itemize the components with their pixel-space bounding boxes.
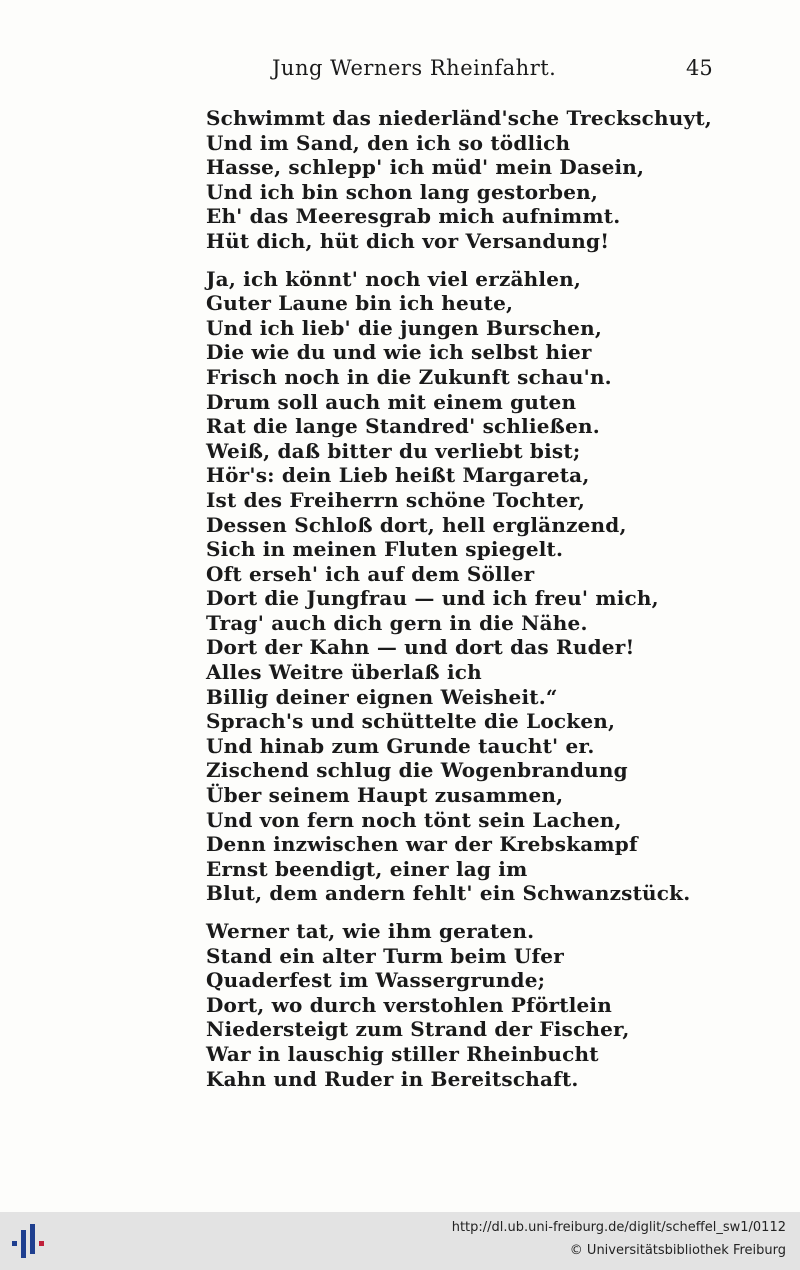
verse-line: Ernst beendigt, einer lag im	[206, 856, 528, 881]
verse-line: Dort der Kahn — und dort das Ruder!	[206, 635, 635, 660]
verse-line: Und von fern noch tönt sein Lachen,	[206, 807, 622, 832]
verse-line: Billig deiner eignen Weisheit.“	[206, 684, 558, 709]
running-title: Jung Werners Rheinfahrt.	[272, 56, 557, 80]
verse-line: Quaderfest im Wassergrunde;	[206, 968, 546, 993]
verse-line: Frisch noch in die Zukunft schau'n.	[206, 364, 612, 389]
verse-line: Drum soll auch mit einem guten	[206, 389, 577, 414]
verse-line: Dessen Schloß dort, hell erglänzend,	[206, 512, 627, 537]
verse-line: Trag' auch dich gern in die Nähe.	[206, 610, 588, 635]
verse-line: Oft erseh' ich auf dem Söller	[206, 561, 535, 586]
verse-line: Alles Weitre überlaß ich	[206, 660, 482, 685]
verse-line: Hüt dich, hüt dich vor Versandung!	[206, 228, 610, 253]
verse-line: Stand ein alter Turm beim Ufer	[206, 943, 564, 968]
verse-line: Schwimmt das niederländ'sche Treckschuyt,	[206, 106, 712, 130]
poem-text	[206, 106, 712, 1091]
verse-line: Hasse, schlepp' ich müd' mein Dasein,	[206, 155, 645, 180]
verse-line: War in lauschig stiller Rheinbucht	[206, 1041, 599, 1066]
source-url-link[interactable]: http://dl.ub.uni-freiburg.de/diglit/scheffel_sw1/0112	[451, 1220, 786, 1235]
verse-line: Niedersteigt zum Strand der Fischer,	[206, 1017, 630, 1042]
verse-line: Rat die lange Standred' schließen.	[206, 414, 600, 439]
verse-line: Und hinab zum Grunde taucht' er.	[206, 733, 595, 758]
verse-line: Kahn und Ruder in Bereitschaft.	[206, 1066, 579, 1091]
stanza-2	[206, 266, 691, 906]
verse-line: Und im Sand, den ich so tödlich	[206, 130, 571, 155]
page-number: 45	[686, 56, 713, 80]
verse-line: Die wie du und wie ich selbst hier	[206, 340, 592, 365]
verse-line: Dort, wo durch verstohlen Pförtlein	[206, 992, 612, 1017]
verse-line: Über seinem Haupt zusammen,	[206, 783, 564, 808]
verse-line: Zischend schlug die Wogenbrandung	[206, 758, 628, 783]
verse-line: Eh' das Meeresgrab mich aufnimmt.	[206, 204, 621, 229]
verse-line: Dort die Jungfrau — und ich freu' mich,	[206, 586, 659, 611]
verse-line: Weiß, daß bitter du verliebt bist;	[206, 438, 581, 463]
footer-bar	[0, 1212, 800, 1270]
verse-line: Und ich bin schon lang gestorben,	[206, 179, 599, 204]
verse-line: Und ich lieb' die jungen Burschen,	[206, 315, 602, 340]
verse-line: Guter Laune bin ich heute,	[206, 291, 514, 316]
verse-line: Ja, ich könnt' noch viel erzählen,	[206, 266, 582, 291]
verse-line: Sich in meinen Fluten spiegelt.	[206, 537, 564, 562]
verse-line: Werner tat, wie ihm geraten.	[206, 919, 535, 943]
verse-line: Ist des Freiherrn schöne Tochter,	[206, 487, 586, 512]
verse-line: Sprach's und schüttelte die Locken,	[206, 709, 616, 734]
verse-line: Blut, dem andern fehlt' ein Schwanzstück.	[206, 881, 691, 906]
stanza-1	[206, 106, 712, 254]
copyright-notice: © Universitätsbibliothek Freiburg	[569, 1243, 786, 1258]
stanza-3	[206, 919, 676, 1091]
verse-line: Denn inzwischen war der Krebskampf	[206, 832, 638, 857]
verse-line: Hör's: dein Lieb heißt Margareta,	[206, 463, 590, 488]
ub-freiburg-logo-icon	[10, 1222, 50, 1262]
